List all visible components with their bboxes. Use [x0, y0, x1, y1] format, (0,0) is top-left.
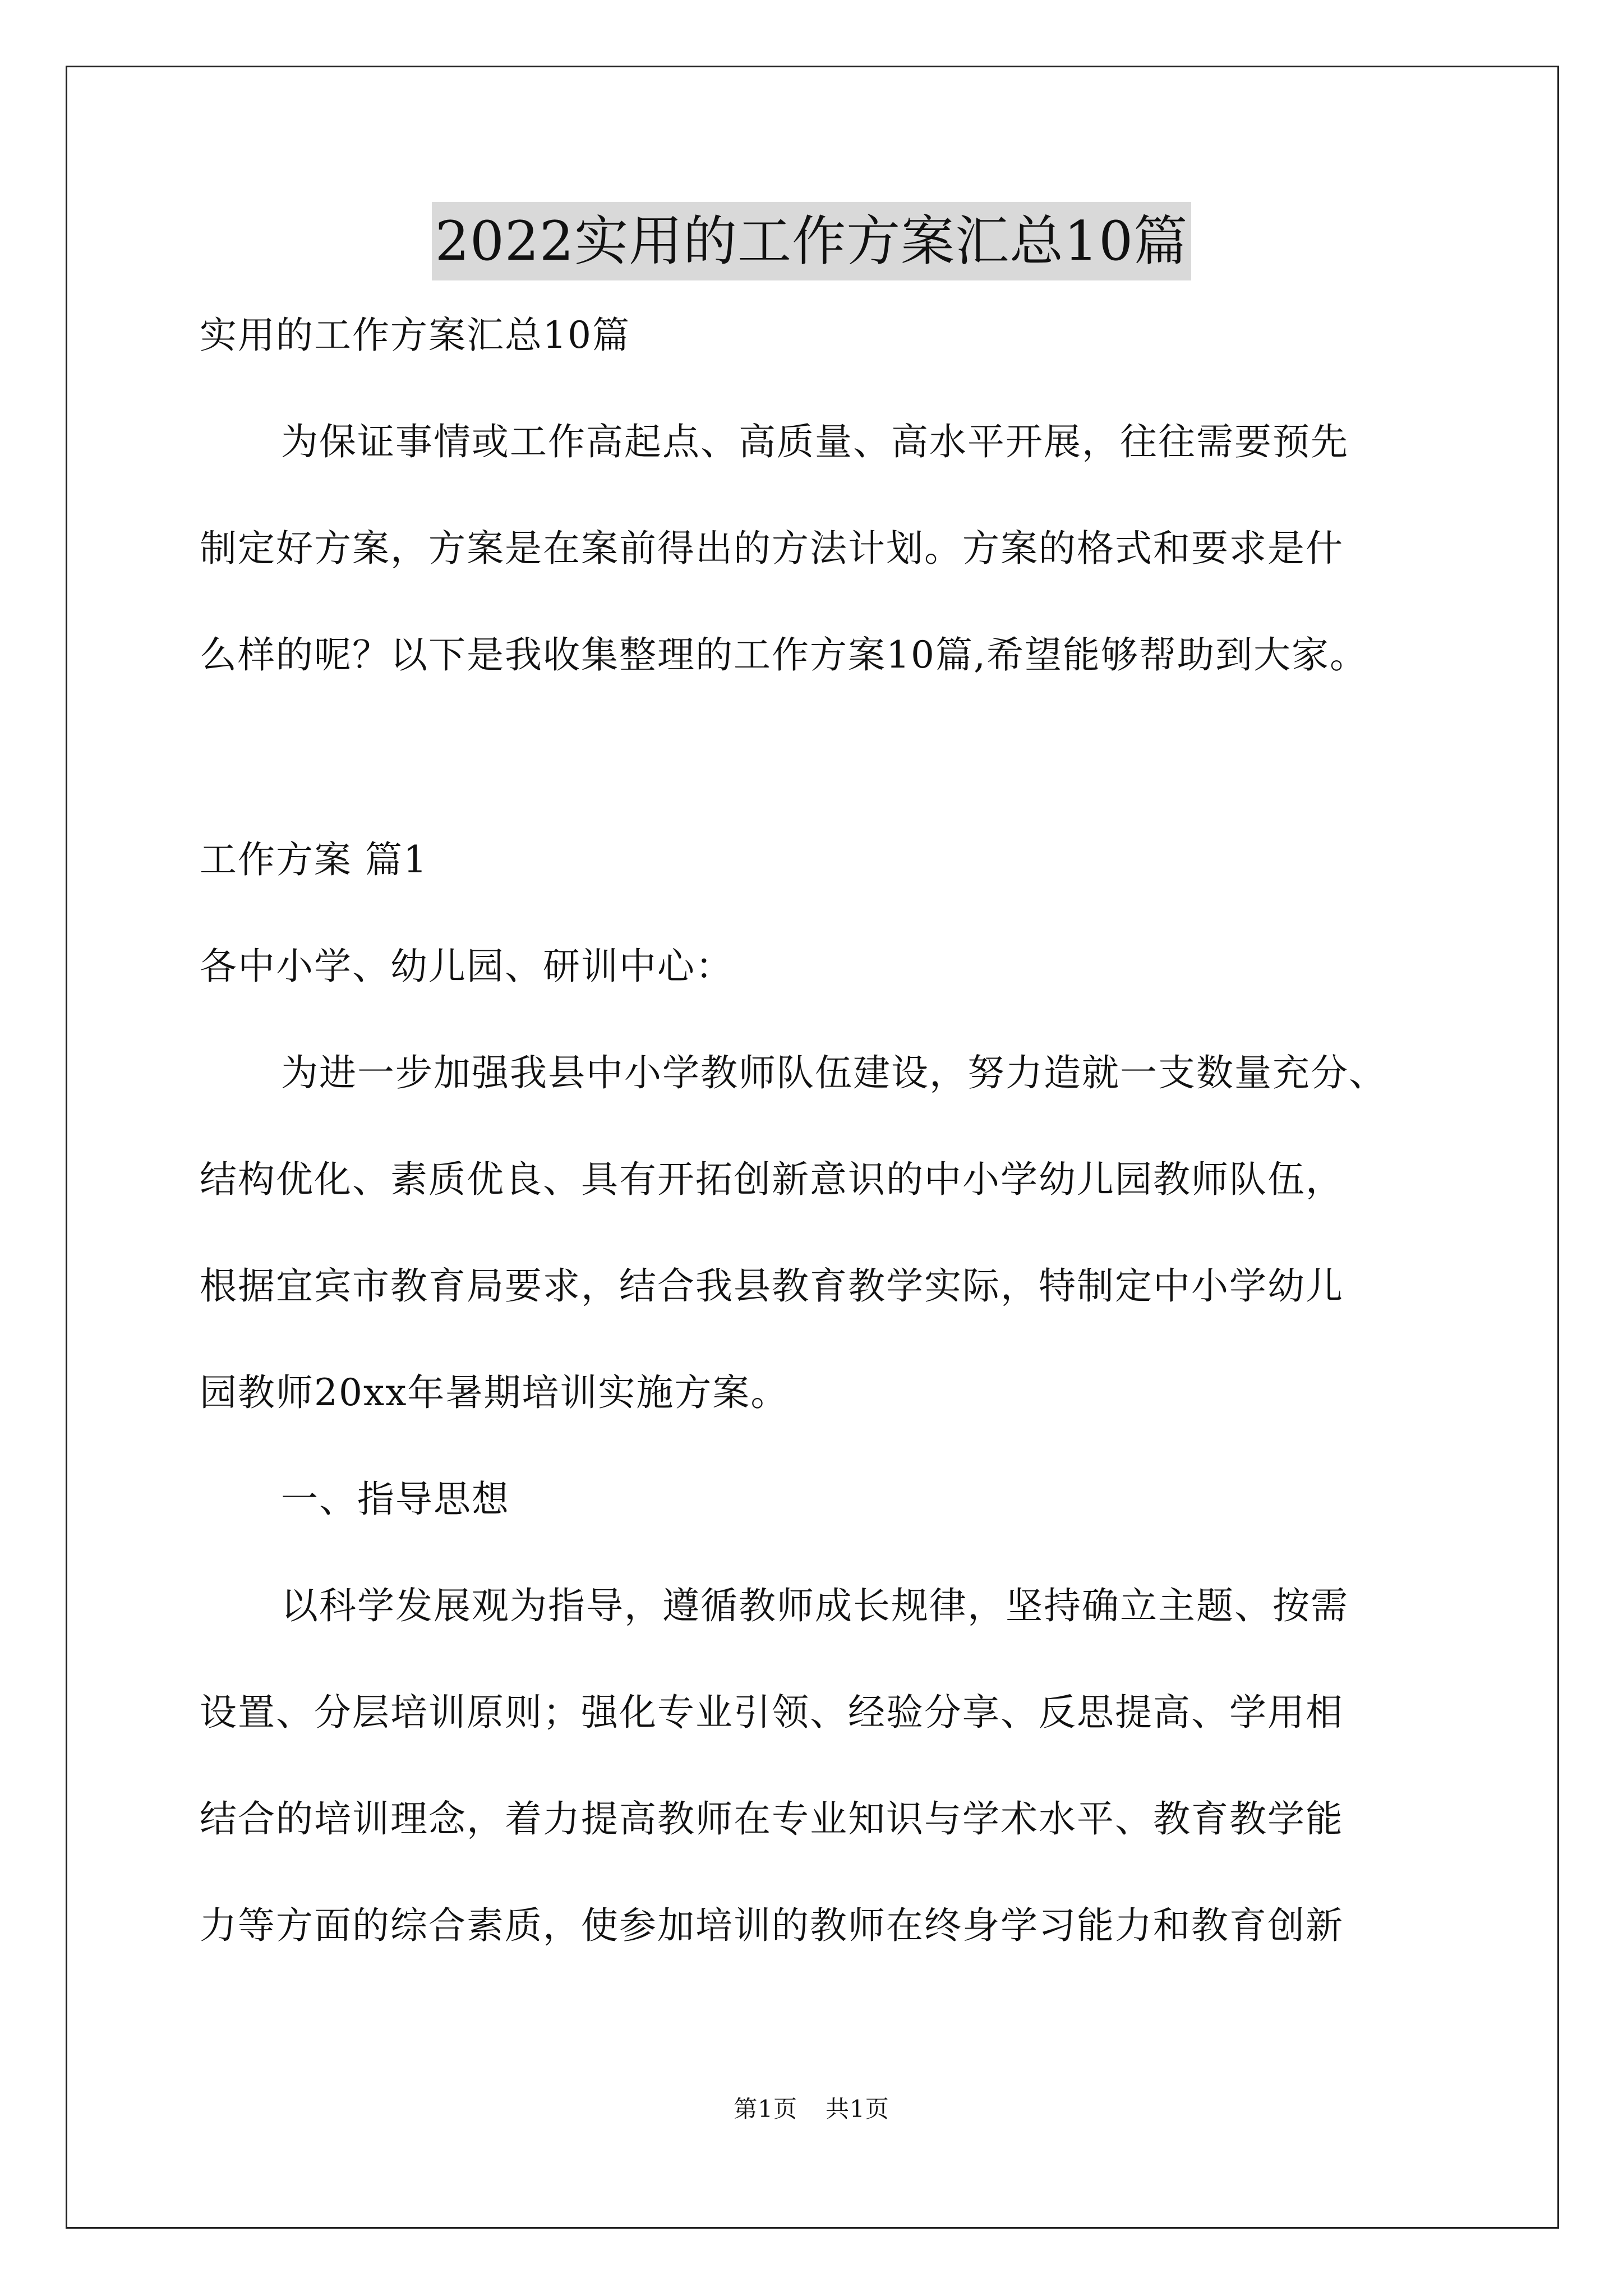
page-footer — [0, 2092, 1623, 2126]
salutation: 各中小学、幼儿园、研训中心： — [200, 945, 734, 988]
paragraph-line: 结构优化、素质优良、具有开拓创新意识的中小学幼儿园教师队伍， — [200, 1158, 1344, 1201]
intro-line: 为保证事情或工作高起点、高质量、高水平开展，往往需要预先 — [281, 420, 1349, 463]
section-heading: 工作方案 篇1 — [200, 838, 428, 881]
document-subtitle: 实用的工作方案汇总10篇 — [200, 314, 630, 357]
title-container — [0, 202, 1623, 280]
intro-line: 么样的呢？以下是我收集整理的工作方案10篇,希望能够帮助到大家。 — [200, 633, 1368, 677]
page-total: 共1页 — [826, 2095, 889, 2123]
paragraph-line: 园教师20xx年暑期培训实施方案。 — [200, 1371, 789, 1414]
paragraph-line: 为进一步加强我县中小学教师队伍建设，努力造就一支数量充分、 — [281, 1051, 1387, 1094]
paragraph-line: 结合的培训理念，着力提高教师在专业知识与学术水平、教育教学能 — [200, 1797, 1344, 1841]
spacer — [200, 729, 1484, 827]
document-title: 2022实用的工作方案汇总10篇 — [432, 202, 1191, 280]
intro-line: 制定好方案，方案是在案前得出的方法计划。方案的格式和要求是什 — [200, 527, 1344, 570]
paragraph-line: 设置、分层培训原则；强化专业引领、经验分享、反思提高、学用相 — [200, 1691, 1344, 1734]
subheading: 一、指导思想 — [281, 1478, 510, 1521]
paragraph-line: 根据宜宾市教育局要求，结合我县教育教学实际，特制定中小学幼儿 — [200, 1264, 1344, 1308]
paragraph-line: 力等方面的综合素质，使参加培训的教师在终身学习能力和教育创新 — [200, 1904, 1344, 1947]
document-body — [200, 303, 1484, 2000]
paragraph-line: 以科学发展观为指导，遵循教师成长规律，坚持确立主题、按需 — [281, 1584, 1349, 1627]
page-number: 第1页 — [734, 2095, 797, 2123]
